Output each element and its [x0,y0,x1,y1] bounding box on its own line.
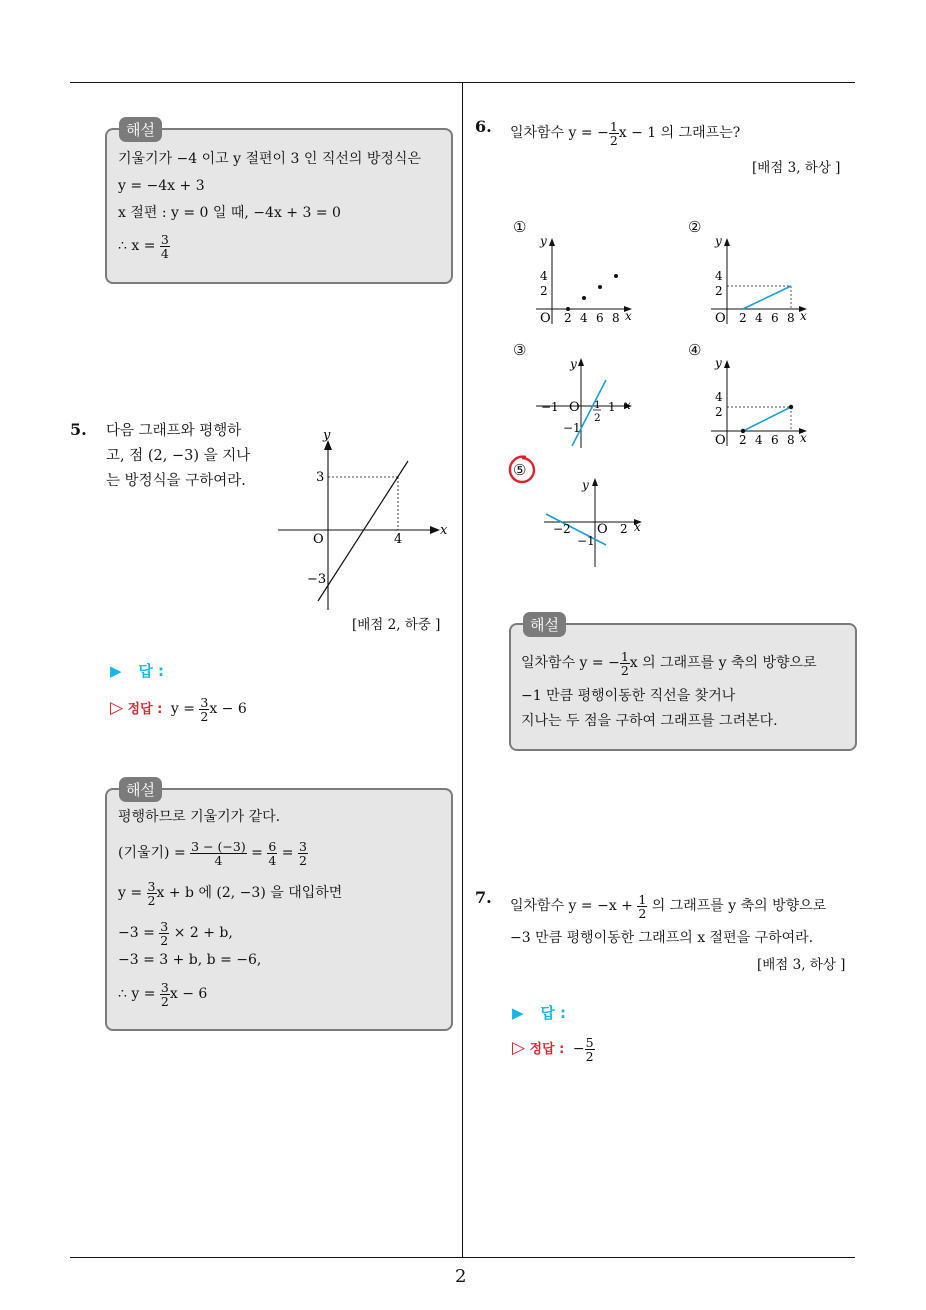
y-axis-arrow [724,238,730,246]
choice-3-graph[interactable] [530,350,645,450]
origin-label: O [715,311,726,326]
graph-segment [743,407,791,431]
y-tick-label: −1 [563,421,581,435]
half-denominator: 2 [594,412,601,424]
solution-line: ∴ y = $\frac{3}{2}$ x − 6 [118,979,208,1009]
y-tick-label: 4 [715,390,723,404]
x-tick-label: 2 [620,522,628,536]
answer-label: 답 : [138,662,165,680]
y-axis-label: y [540,234,547,248]
solution-line: 평행하므로 기울기가 같다. [118,809,281,825]
y-tick-label: −3 [307,572,327,587]
y-axis-arrow [724,360,730,368]
x-axis-arrow [430,526,440,534]
origin-label: O [540,311,551,326]
origin-label: O [715,433,726,448]
question-text: −3 만큼 평행이동한 그래프의 x 절편을 구하여라. [510,930,814,946]
q5-graph [270,425,460,615]
solution-tag: 해설 [119,777,162,802]
x-tick-label: 4 [755,311,763,325]
x-tick-label: 8 [787,311,795,325]
choice-4-label[interactable]: ④ [688,341,702,359]
solution-line: y = $\frac{3}{2}$ x + b 에 (2, −3) 을 대입하면 [118,878,343,908]
x-axis-label: x [440,523,448,538]
y-tick-label: 2 [715,284,723,298]
y-axis-label: y [715,356,722,370]
x-tick-label: 6 [596,311,604,325]
solution-line: 기울기가 −4 이고 y 절편이 3 인 직선의 방정식은 [118,151,421,167]
solution-line: −3 = $\frac{3}{2}$ × 2 + b, [118,918,233,948]
origin-label: O [569,400,580,415]
solution-line: −3 = 3 + b, b = −6, [118,952,262,968]
half-numerator: 1 [594,399,601,411]
y-axis-arrow [578,358,584,366]
question-number: 5. [70,420,87,439]
choice-3-label[interactable]: ③ [513,341,527,359]
answer-label: 답 : [540,1004,567,1022]
y-tick-label: 4 [715,269,723,283]
y-axis-label: y [715,234,722,248]
x-tick-label: 2 [564,311,572,325]
solution-line: (기울기) = $\frac{3 - (-3)}{4}$ = $\frac{6}{4}$ = $\frac{3}{2}$ [118,838,307,868]
solution-tag: 해설 [523,612,566,637]
score-label: [배점 2, 하중 ] [352,617,441,633]
question-text: 일차함수 y = − $\frac{1}{2}$ x − 1 의 그래프는? [510,118,741,148]
question-text: 고, 점 (2, −3) 을 지나 [106,448,251,464]
x-tick-label: −1 [541,400,559,414]
y-tick-label: 2 [540,284,548,298]
y-axis-arrow [549,238,555,246]
x-tick-label: 1 [608,400,616,414]
endpoint [789,405,793,409]
solution-tag: 해설 [119,117,162,142]
x-tick-label: 4 [755,433,763,447]
question-text: 다음 그래프와 평행하 [106,423,242,439]
question-number: 7. [475,888,492,907]
solution-line: 일차함수 y = − $\frac{1}{2}$ x 의 그래프를 y 축의 방향으로 [521,648,817,678]
solution-line: y = −4x + 3 [118,178,205,194]
score-label: [배점 3, 하상 ] [757,957,846,973]
y-tick-label: 4 [540,269,548,283]
column-divider [462,83,463,1258]
triangle-outline-icon: ▷ [110,698,124,718]
y-tick-label: 3 [316,470,325,485]
x-axis-label: x [634,520,641,534]
graph-line [318,461,408,601]
y-tick-label: −1 [577,534,595,548]
x-tick-label: 2 [739,433,747,447]
solution-line: x 절편 : y = 0 일 때, −4x + 3 = 0 [118,205,341,221]
x-tick-label: 4 [394,532,403,547]
correct-answer-mark-icon [504,453,540,489]
score-label: [배점 3, 하상 ] [752,160,841,176]
y-axis-label: y [323,428,331,443]
question-text: 는 방정식을 구하여라. [106,473,246,489]
x-tick-label: 8 [787,433,795,447]
correct-answer-row: ▷ 정답 : − $\frac{5}{2}$ [512,1034,594,1064]
y-axis-label: y [570,357,577,371]
x-axis-label: x [800,309,807,323]
choice-2-label[interactable]: ② [688,218,702,236]
question-text: 일차함수 y = −x + $\frac{1}{2}$ 의 그래프를 y 축의 방향으로 [510,891,827,921]
x-tick-label: 8 [612,311,620,325]
x-axis-label: x [800,431,807,445]
correct-label: 정답 : [529,1042,565,1057]
choice-1-graph[interactable] [530,228,645,328]
plot-point [614,274,618,278]
origin-label: O [313,532,324,547]
x-axis-label: x [625,309,632,323]
graph-segment [743,286,791,309]
solution-line: 지나는 두 점을 구하여 그래프를 그려본다. [521,713,778,729]
question-number: 6. [475,117,492,136]
answer-row [512,1002,566,1023]
y-tick-label: 2 [715,405,723,419]
correct-label: 정답 : [127,702,163,717]
x-tick-label: −2 [553,522,571,536]
x-tick-label: 4 [580,311,588,325]
x-axis-label: x [624,398,631,412]
plot-point [582,296,586,300]
choice-2-graph[interactable] [705,228,820,328]
plot-point [598,285,602,289]
x-tick-label: 2 [739,311,747,325]
play-icon: ▶ [110,662,122,680]
origin-label: O [597,522,608,537]
answer-row [110,660,164,681]
choice-1-label[interactable]: ① [513,218,527,236]
correct-answer-row: ▷ 정답 : y = $\frac{3}{2}$ x − 6 [110,694,247,724]
choice-5-graph[interactable] [540,470,655,570]
x-tick-label: 6 [771,311,779,325]
page-number: 2 [455,1266,467,1287]
triangle-outline-icon: ▷ [512,1038,526,1058]
y-axis-label: y [582,478,589,492]
play-icon: ▶ [512,1004,524,1022]
x-tick-label: 6 [771,433,779,447]
solution-line: −1 만큼 평행이동한 직선을 찾거나 [521,688,736,704]
choice-4-graph[interactable] [705,350,820,450]
choice-5-label[interactable]: ⑤ [513,461,527,479]
y-axis-arrow [592,478,598,486]
solution-line: ∴ x = $\frac{3}{4}$ [118,231,169,261]
